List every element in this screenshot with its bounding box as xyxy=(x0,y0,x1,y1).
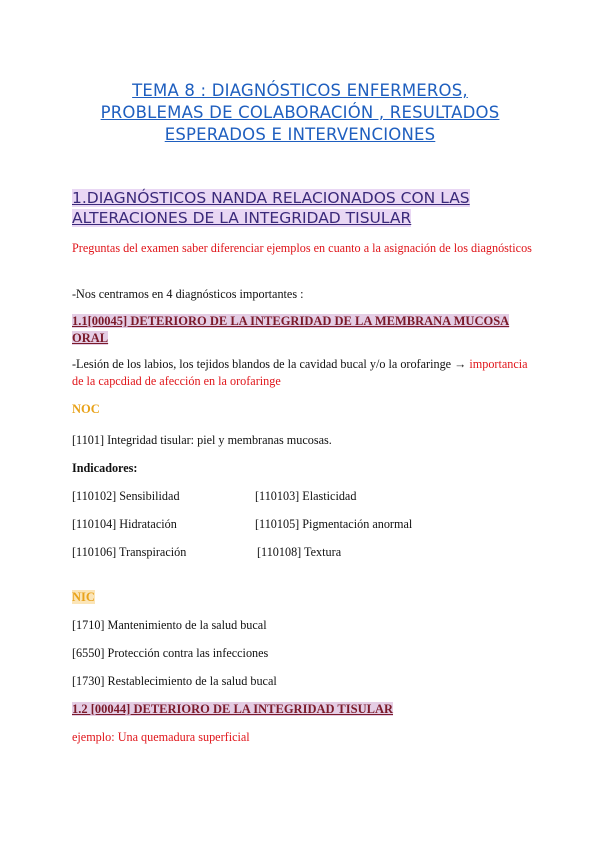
exam-note: Preguntas del examen saber diferenciar ejemplos en cuanto a la asignación de los diagnósticos xyxy=(72,241,532,255)
noc-label: NOC xyxy=(72,402,100,416)
nic-item: [1710] Mantenimiento de la salud bucal xyxy=(72,618,267,632)
nic-label-text: NIC xyxy=(72,590,95,604)
indicator-item: [110108] Textura xyxy=(257,545,342,559)
subsection-1-1-heading xyxy=(72,313,512,347)
noc-item: [1101] Integridad tisular: piel y membranas mucosas. xyxy=(72,433,332,447)
nic-item: [6550] Protección contra las infecciones xyxy=(72,646,269,660)
subsection-1-2-heading xyxy=(72,701,512,718)
indicator-item: [110103] Elasticidad xyxy=(255,489,357,503)
indicator-item: [110105] Pigmentación anormal xyxy=(255,517,413,531)
indicator-item: [110102] Sensibilidad xyxy=(72,489,180,503)
indicator-item: [110106] Transpiración xyxy=(72,545,187,559)
lesion-highlight: importancia de la capcdiad de afección en la orofaringe xyxy=(72,357,528,388)
indicadores-label: Indicadores: xyxy=(72,461,138,475)
example-text: ejemplo: Una quemadura superficial xyxy=(72,730,250,744)
lesion-paragraph xyxy=(72,356,532,390)
section-1-heading xyxy=(72,188,532,228)
intro-text: -Nos centramos en 4 diagnósticos importantes : xyxy=(72,287,304,301)
lesion-text: -Lesión de los labios, los tejidos blandos de la cavidad bucal y/o la orofaringe → xyxy=(72,357,467,371)
indicator-item: [110104] Hidratación xyxy=(72,517,177,531)
section-1-heading-line-2: ALTERACIONES DE LA INTEGRIDAD TISULAR xyxy=(72,209,412,227)
title-line-2: PROBLEMAS DE COLABORACIÓN , RESULTADOS xyxy=(100,103,500,122)
title-line-3: ESPERADOS E INTERVENCIONES xyxy=(164,125,436,144)
page-title xyxy=(40,80,560,146)
section-1-heading-line-1: 1.DIAGNÓSTICOS NANDA RELACIONADOS CON LAS xyxy=(72,189,470,207)
subsection-1-1-heading-text: 1.1[00045] DETERIORO DE LA INTEGRIDAD DE LA MEMBRANA MUCOSA ORAL xyxy=(72,314,510,345)
nic-label xyxy=(72,589,95,606)
nic-item: [1730] Restablecimiento de la salud bucal xyxy=(72,674,277,688)
title-line-1: TEMA 8 : DIAGNÓSTICOS ENFERMEROS, xyxy=(132,81,468,100)
subsection-1-2-heading-text: 1.2 [00044] DETERIORO DE LA INTEGRIDAD TISULAR xyxy=(72,702,394,716)
